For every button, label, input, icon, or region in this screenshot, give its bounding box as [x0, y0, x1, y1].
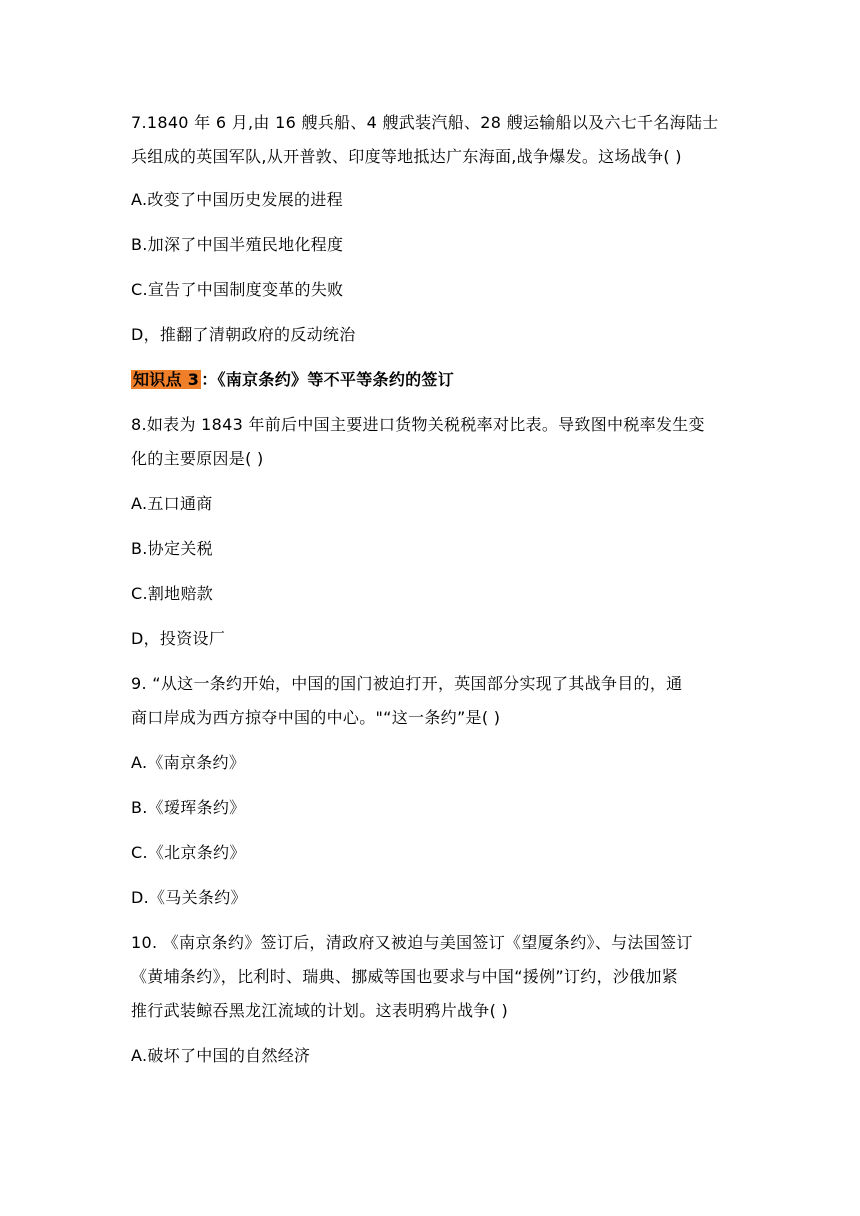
- question-7-stem-line-1: 7.1840 年 6 月,由 16 艘兵船、4 艘武装汽船、28 艘运输船以及六七千名海陆士: [131, 113, 719, 132]
- question-9-option-c: C.《北京条约》: [131, 843, 246, 862]
- question-7-option-d: D，推翻了清朝政府的反动统治: [131, 325, 356, 344]
- question-8-option-c: C.割地赔款: [131, 584, 214, 603]
- question-9-stem-line-2: 商口岸成为西方掠夺中国的中心。"“这一条约”是( ): [131, 708, 501, 727]
- question-10-stem-line-2: 《黄埔条约》，比利时、瑞典、挪威等国也要求与中国“援例”订约，沙俄加紧: [131, 967, 679, 986]
- question-7-option-a: A.改变了中国历史发展的进程: [131, 190, 343, 209]
- question-9-option-a: A.《南京条约》: [131, 753, 246, 772]
- question-8-option-a: A.五口通商: [131, 494, 213, 513]
- question-8-stem-line-1: 8.如表为 1843 年前后中国主要进口货物关税税率对比表。导致图中税率发生变: [131, 415, 705, 434]
- question-10-option-a: A.破坏了中国的自然经济: [131, 1046, 311, 1065]
- question-7-option-c: C.宣告了中国制度变革的失败: [131, 280, 344, 299]
- question-8-option-d: D，投资设厂: [131, 629, 226, 648]
- question-9-stem-line-1: 9. “从这一条约开始，中国的国门被迫打开，英国部分实现了其战争目的，通: [131, 674, 683, 693]
- section-heading-knowledge-point-3: [131, 369, 454, 391]
- knowledge-point-tag: 知识点 3: [133, 370, 200, 389]
- question-8-option-b: B.协定关税: [131, 539, 213, 558]
- question-7-stem-line-2: 兵组成的英国军队,从开普敦、印度等地抵达广东海面,战争爆发。这场战争( ): [131, 147, 682, 166]
- question-9-option-d: D.《马关条约》: [131, 888, 247, 907]
- question-7-option-b: B.加深了中国半殖民地化程度: [131, 235, 344, 254]
- question-8-stem-line-2: 化的主要原因是( ): [131, 449, 264, 468]
- knowledge-point-title: ：《南京条约》等不平等条约的签订: [201, 370, 455, 389]
- question-10-stem-line-3: 推行武装鲸吞黑龙江流域的计划。这表明鸦片战争( ): [131, 1001, 509, 1020]
- question-10-stem-line-1: 10. 《南京条约》签订后，清政府又被迫与美国签订《望厦条约》、与法国签订: [131, 933, 693, 952]
- question-9-option-b: B.《瑷珲条约》: [131, 798, 246, 817]
